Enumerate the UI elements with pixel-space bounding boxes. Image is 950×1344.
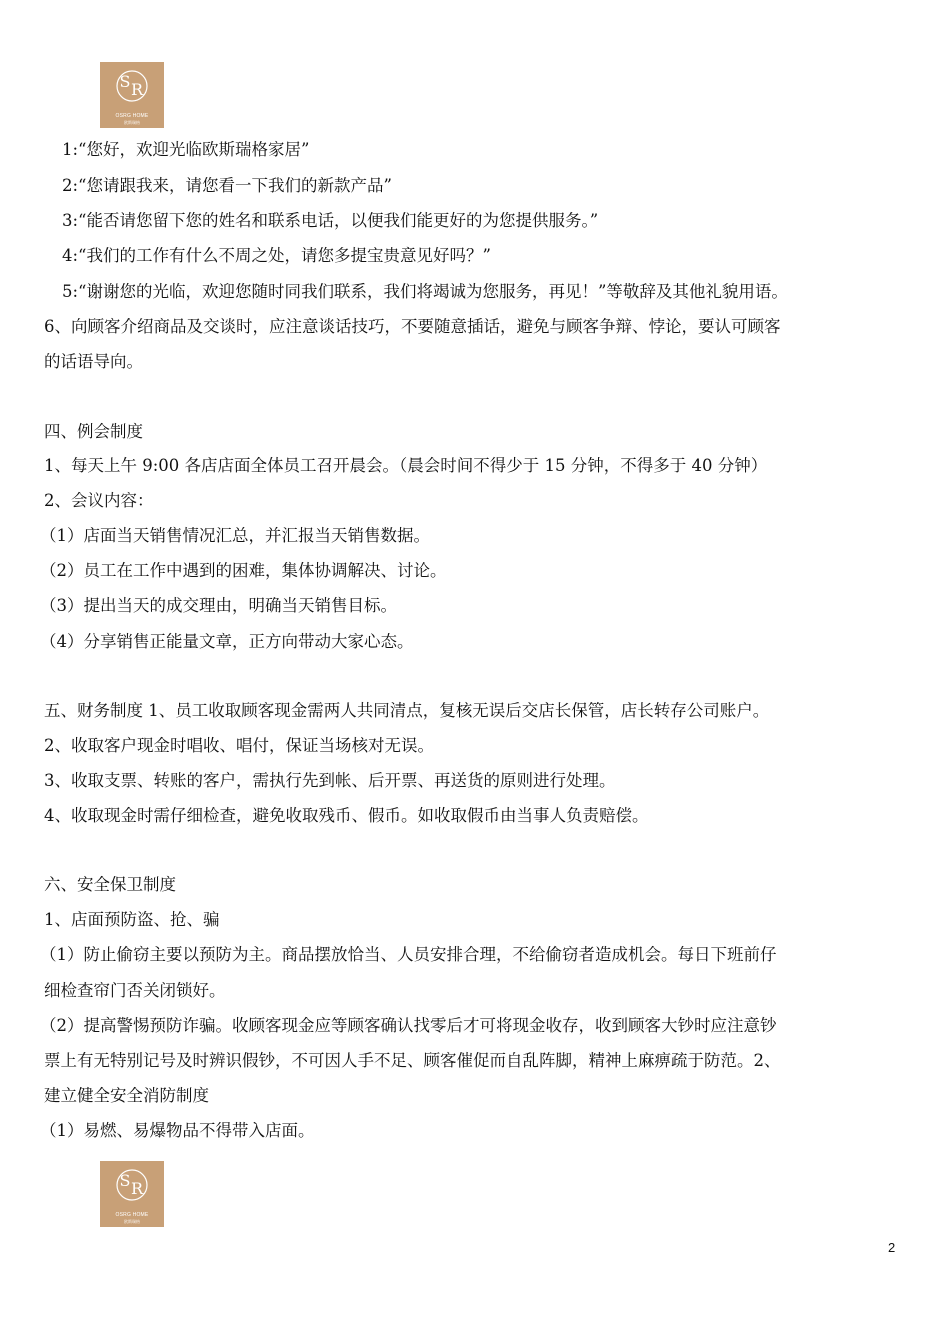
text-line: 1:“您好，欢迎光临欧斯瑞格家居” bbox=[62, 140, 310, 159]
logo-brand-cn: 欧斯瑞格 bbox=[124, 120, 140, 125]
text-line: 的话语导向。 bbox=[44, 352, 143, 371]
text-line: （4）分享销售正能量文章，正方向带动大家心态。 bbox=[40, 632, 414, 651]
text-line: 建立健全安全消防制度 bbox=[44, 1086, 209, 1105]
text-line: 3、收取支票、转账的客户，需执行先到帐、后开票、再送货的原则进行处理。 bbox=[44, 771, 616, 790]
text-line: 1、每天上午 9:00 各店店面全体员工召开晨会。（晨会时间不得少于 15 分钟，不得多于 40 分钟） bbox=[44, 456, 768, 475]
text-line: 4:“我们的工作有什么不周之处，请您多提宝贵意见好吗？” bbox=[62, 246, 491, 265]
company-logo bbox=[100, 62, 164, 128]
text-line: 5:“谢谢您的光临，欢迎您随时同我们联系，我们将竭诚为您服务，再见！”等敬辞及其他礼貌用语。 bbox=[62, 282, 788, 301]
svg-text:S: S bbox=[119, 72, 131, 91]
page-number: 2 bbox=[888, 1240, 896, 1255]
text-line: 1、店面预防盗、抢、骗 bbox=[44, 910, 220, 929]
text-line: 6、向顾客介绍商品及交谈时，应注意谈话技巧，不要随意插话，避免与顾客争辩、悖论，要认可顾客 bbox=[44, 317, 781, 336]
text-line: （1）店面当天销售情况汇总，并汇报当天销售数据。 bbox=[40, 526, 430, 545]
section-heading: 六、安全保卫制度 bbox=[44, 875, 176, 894]
text-line: 2、会议内容： bbox=[44, 491, 154, 510]
logo-monogram bbox=[100, 1161, 164, 1213]
text-line: 4、收取现金时需仔细检查，避免收取残币、假币。如收取假币由当事人负责赔偿。 bbox=[44, 806, 649, 825]
svg-text:R: R bbox=[130, 1179, 144, 1198]
logo-brand-cn: 欧斯瑞格 bbox=[124, 1219, 140, 1224]
text-line: （1）易燃、易爆物品不得带入店面。 bbox=[40, 1121, 315, 1140]
section-heading: 四、例会制度 bbox=[44, 422, 143, 441]
logo-monogram bbox=[100, 62, 164, 114]
logo-brand-en: OSRG HOME bbox=[115, 1212, 149, 1218]
company-logo bbox=[100, 1161, 164, 1227]
svg-text:R: R bbox=[130, 80, 144, 99]
svg-text:S: S bbox=[119, 1171, 131, 1190]
text-line: 2:“您请跟我来，请您看一下我们的新款产品” bbox=[62, 176, 392, 195]
text-line: 2、收取客户现金时唱收、唱付，保证当场核对无误。 bbox=[44, 736, 434, 755]
text-line: 票上有无特别记号及时辨识假钞，不可因人手不足、顾客催促而自乱阵脚，精神上麻痹疏于防范。2、 bbox=[44, 1051, 781, 1070]
text-line: （2）提高警惕预防诈骗。收顾客现金应等顾客确认找零后才可将现金收存，收到顾客大钞时应注意钞 bbox=[40, 1016, 777, 1035]
section-heading: 五、财务制度 1、员工收取顾客现金需两人共同清点，复核无误后交店长保管，店长转存公司账户。 bbox=[44, 701, 770, 720]
text-line: （3）提出当天的成交理由，明确当天销售目标。 bbox=[40, 596, 397, 615]
text-line: （2）员工在工作中遇到的困难，集体协调解决、讨论。 bbox=[40, 561, 447, 580]
text-line: 3:“能否请您留下您的姓名和联系电话，以便我们能更好的为您提供服务。” bbox=[62, 211, 599, 230]
text-line: 细检查帘门否关闭锁好。 bbox=[44, 981, 226, 1000]
logo-brand-en: OSRG HOME bbox=[115, 113, 149, 119]
text-line: （1）防止偷窃主要以预防为主。商品摆放恰当、人员安排合理，不给偷窃者造成机会。每日下班前仔 bbox=[40, 945, 777, 964]
